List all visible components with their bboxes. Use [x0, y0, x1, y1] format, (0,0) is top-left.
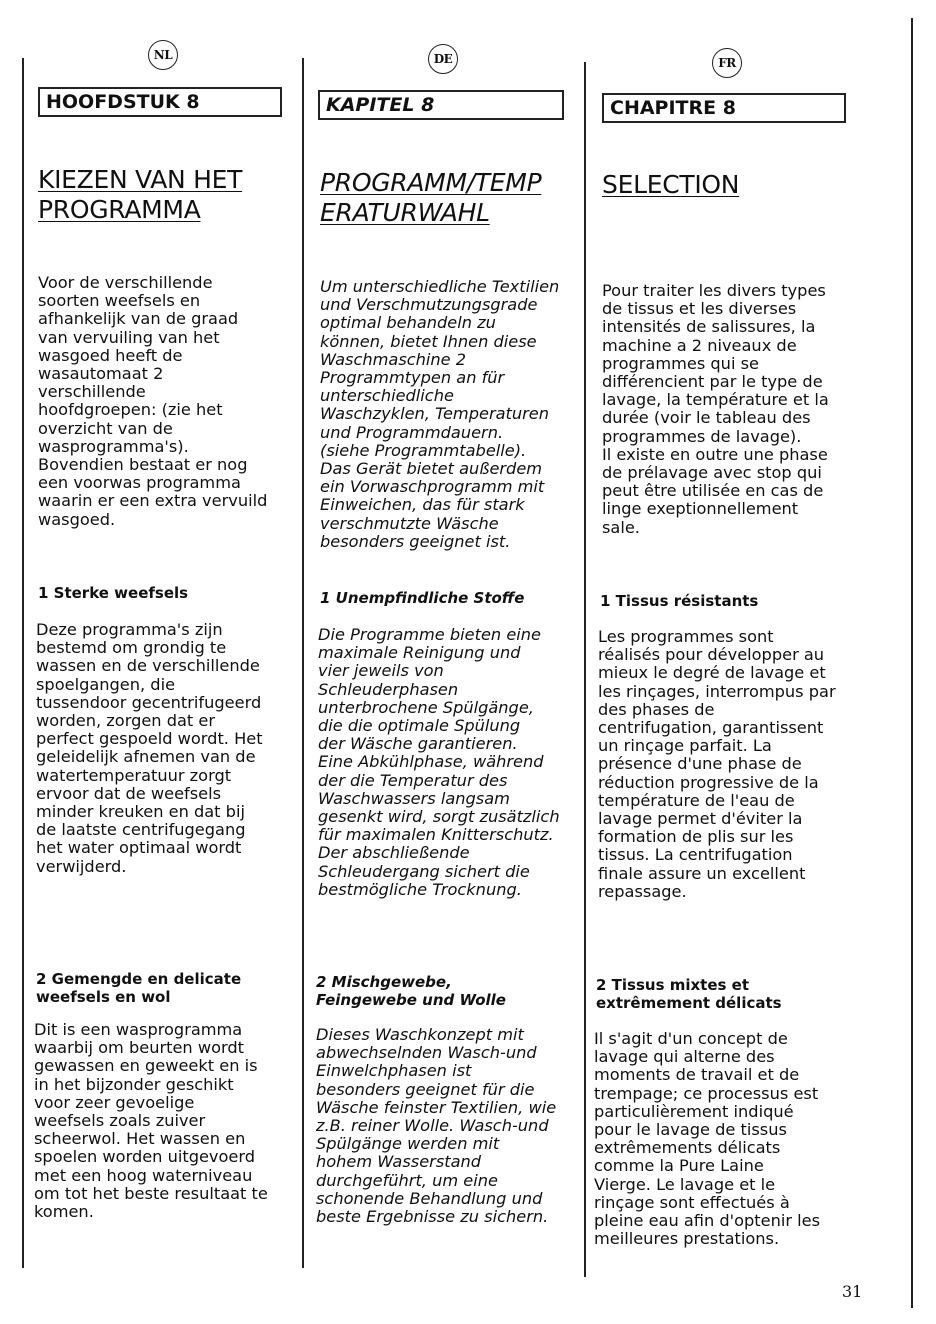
page-number: 31	[842, 1282, 863, 1301]
section-title-de: PROGRAMM/TEMP ERATURWAHL	[320, 168, 542, 227]
chapter-heading-nl: HOOFDSTUK 8	[38, 87, 282, 117]
heading-sturdy-fabrics-nl: 1 Sterke weefsels	[38, 584, 189, 602]
language-badge-nl: NL	[148, 40, 178, 70]
delicate-fabrics-text-fr: Il s'agit d'un concept de lavage qui alterne des moments de travail et de trempage; ce processus est particulièrement indiqué pour le lavage de tissus extrêmements délicats comme la Pure Laine Vierge. Le lavage et le rinçage sont effectués à pleine eau afin d'optenir les meilleures prestations.	[594, 1029, 821, 1249]
heading-delicate-fabrics-nl: 2 Gemengde en delicate weefsels en wol	[36, 970, 242, 1006]
sturdy-fabrics-text-fr: Les programmes sont réalisés pour développer au mieux le degré de lavage et les rinçages, interrompus par des phases de centrifugation, garantissent un rinçage parfait. La présence d'une phase de réduction progressive de la température de l'eau de lavage permet d'éviter la formation de plis sur les tissus. La centrifugation finale assure un excellent repassage.	[598, 627, 836, 901]
delicate-fabrics-text-nl: Dit is een wasprogramma waarbij om beurten wordt gewassen en geweekt en is in het bijzonder geschikt voor zeer gevoelige weefsels zoals zuiver scheerwol. Het wassen en spoelen worden uitgevoerd met een hoog waterniveau om tot het beste resultaat te komen.	[34, 1020, 268, 1222]
column-divider-left	[22, 58, 24, 1268]
chapter-heading-de: KAPITEL 8	[318, 90, 564, 120]
section-title-fr: SELECTION	[602, 170, 740, 199]
column-divider-right	[911, 18, 913, 1308]
intro-text-de: Um unterschiedliche Textilien und Verschmutzungsgrade optimal behandeln zu können, bietet Ihnen diese Waschmaschine 2 Programmtypen an für unterschiedliche Waschzyklen, Temperaturen und Programmdauern. (siehe Programmtabelle). Das Gerät bietet außerdem ein Vorwaschprogramm mit Einweichen, das für stark verschmutzte Wäsche besonders geeignet ist.	[320, 277, 560, 551]
heading-sturdy-fabrics-de: 1 Unempfindliche Stoffe	[320, 589, 525, 607]
heading-delicate-fabrics-de: 2 Mischgewebe, Feingewebe und Wolle	[316, 973, 506, 1009]
heading-sturdy-fabrics-fr: 1 Tissus résistants	[600, 592, 759, 610]
column-divider-1	[302, 58, 304, 1268]
intro-text-fr: Pour traiter les divers types de tissus et les diverses intensités de salissures, la machine a 2 niveaux de programmes qui se différencient par le type de lavage, la température et la durée (voir le tableau des programmes de lavage). Il existe en outre une phase de prélavage avec stop qui peut être utilisée en cas de linge exeptionnellement sale.	[602, 281, 829, 537]
language-badge-fr: FR	[712, 48, 742, 78]
sturdy-fabrics-text-nl: Deze programma's zijn bestemd om grondig te wassen en de verschillende spoelgangen, die tussendoor gecentrifugeerd worden, zorgen dat er perfect gespoeld wordt. Het geleidelijk afnemen van de watertemperatuur zorgt ervoor dat de weefsels minder kreuken en dat bij de laatste centrifugegang het water optimaal wordt verwijderd.	[36, 620, 263, 876]
language-badge-de: DE	[428, 44, 458, 74]
column-divider-2	[584, 62, 586, 1277]
delicate-fabrics-text-de: Dieses Waschkonzept mit abwechselnden Wasch-und Einwelchphasen ist besonders geeignet für die Wäsche feinster Textilien, wie z.B. reiner Wolle. Wasch-und Spülgänge werden mit hohem Wasserstand durchgeführt, um eine schonende Behandlung und beste Ergebnisse zu sichern.	[316, 1025, 557, 1227]
heading-delicate-fabrics-fr: 2 Tissus mixtes et extrêmement délicats	[596, 976, 782, 1012]
section-title-nl: KIEZEN VAN HET PROGRAMMA	[38, 165, 243, 224]
chapter-heading-fr: CHAPITRE 8	[602, 93, 846, 123]
sturdy-fabrics-text-de: Die Programme bieten eine maximale Reinigung und vier jeweils von Schleuderphasen unterbrochene Spülgänge, die die optimale Spülung der Wäsche garantieren. Eine Abkühlphase, während der die Temperatur des Waschwassers langsam gesenkt wird, sorgt zusätzlich für maximalen Knitterschutz. Der abschließende Schleudergang sichert die bestmögliche Trocknung.	[318, 625, 560, 899]
intro-text-nl: Voor de verschillende soorten weefsels en afhankelijk van de graad van vervuiling van het wasgoed heeft de wasautomaat 2 verschillende hoofdgroepen: (zie het overzicht van de wasprogramma's). Bovendien bestaat er nog een voorwas programma waarin er een extra vervuild wasgoed.	[38, 273, 268, 529]
